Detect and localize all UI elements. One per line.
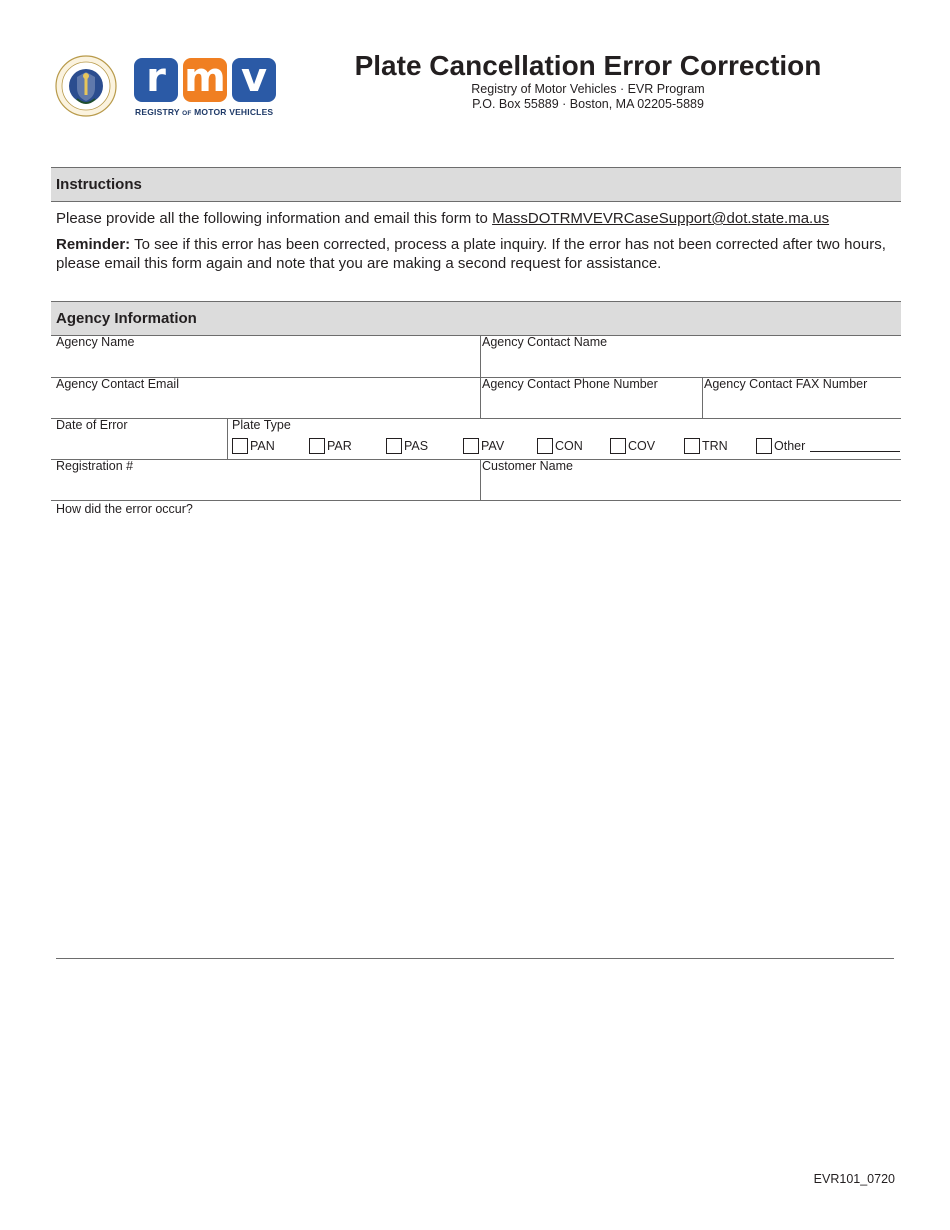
form-title: Plate Cancellation Error Correction bbox=[354, 50, 822, 81]
checkbox-box[interactable] bbox=[309, 438, 325, 454]
form-row-divider bbox=[51, 500, 901, 501]
logo-tagline: REGISTRY OF MOTOR VEHICLES bbox=[135, 107, 274, 117]
plate-type-pas-checkbox[interactable]: PAS bbox=[386, 438, 428, 454]
checkbox-box[interactable] bbox=[756, 438, 772, 454]
plate-type-pan-checkbox[interactable]: PAN bbox=[232, 438, 275, 454]
subtitle-program: Registry of Motor Vehicles · EVR Program bbox=[471, 82, 705, 96]
form-column-divider bbox=[480, 459, 481, 500]
plate-type-other-input[interactable] bbox=[810, 451, 900, 452]
plate-type-cov-checkbox[interactable]: COV bbox=[610, 438, 655, 454]
checkbox-box[interactable] bbox=[610, 438, 626, 454]
agency-name-field[interactable]: Agency Name bbox=[56, 335, 135, 349]
plate-type-pav-checkbox[interactable]: PAV bbox=[463, 438, 504, 454]
logo-letter-r: r bbox=[134, 58, 178, 102]
plate-type-label: Plate Type bbox=[232, 418, 291, 432]
how-error-occurred-field[interactable]: How did the error occur? bbox=[56, 502, 193, 516]
form-code: EVR101_0720 bbox=[813, 1172, 895, 1186]
plate-type-trn-checkbox[interactable]: TRN bbox=[684, 438, 728, 454]
checkbox-box[interactable] bbox=[463, 438, 479, 454]
agency-information-heading: Agency Information bbox=[51, 301, 901, 336]
plate-type-other-checkbox[interactable]: Other bbox=[756, 438, 805, 454]
registration-number-field[interactable]: Registration # bbox=[56, 459, 134, 473]
agency-contact-fax-field[interactable]: Agency Contact FAX Number bbox=[704, 377, 868, 391]
date-of-error-field[interactable]: Date of Error bbox=[56, 418, 128, 432]
instructions-heading: Instructions bbox=[51, 167, 901, 202]
agency-contact-phone-field[interactable]: Agency Contact Phone Number bbox=[482, 377, 658, 391]
checkbox-box[interactable] bbox=[537, 438, 553, 454]
customer-name-field[interactable]: Customer Name bbox=[482, 459, 573, 473]
form-column-divider bbox=[480, 336, 481, 418]
bottom-divider bbox=[56, 958, 894, 959]
reminder-paragraph: Reminder: To see if this error has been corrected, process a plate inquiry. If the error has not been corrected after two hours, please email this form again and note that you are making a second request for assistance. bbox=[56, 236, 886, 272]
form-column-divider bbox=[702, 377, 703, 418]
form-row-divider bbox=[51, 418, 901, 419]
agency-contact-email-field[interactable]: Agency Contact Email bbox=[56, 377, 179, 391]
reminder-label: Reminder: bbox=[56, 236, 131, 253]
support-email-link[interactable]: MassDOTRMVEVRCaseSupport@dot.state.ma.us bbox=[492, 210, 830, 227]
checkbox-box[interactable] bbox=[684, 438, 700, 454]
checkbox-box[interactable] bbox=[386, 438, 402, 454]
logo-letter-m: m bbox=[184, 55, 226, 101]
logo-letter-v: v bbox=[232, 58, 276, 102]
instructions-line: Please provide all the following information and email this form to MassDOTRMVEVRCaseSupport@dot.state.ma.us bbox=[56, 210, 830, 227]
form-column-divider bbox=[227, 418, 228, 459]
plate-type-par-checkbox[interactable]: PAR bbox=[309, 438, 352, 454]
checkbox-box[interactable] bbox=[232, 438, 248, 454]
agency-contact-name-field[interactable]: Agency Contact Name bbox=[482, 335, 608, 349]
rmv-logo bbox=[134, 55, 279, 120]
form-row-divider bbox=[51, 459, 901, 460]
subtitle-address: P.O. Box 55889 · Boston, MA 02205-5889 bbox=[472, 97, 704, 111]
massachusetts-seal-icon bbox=[55, 55, 117, 117]
plate-type-con-checkbox[interactable]: CON bbox=[537, 438, 583, 454]
